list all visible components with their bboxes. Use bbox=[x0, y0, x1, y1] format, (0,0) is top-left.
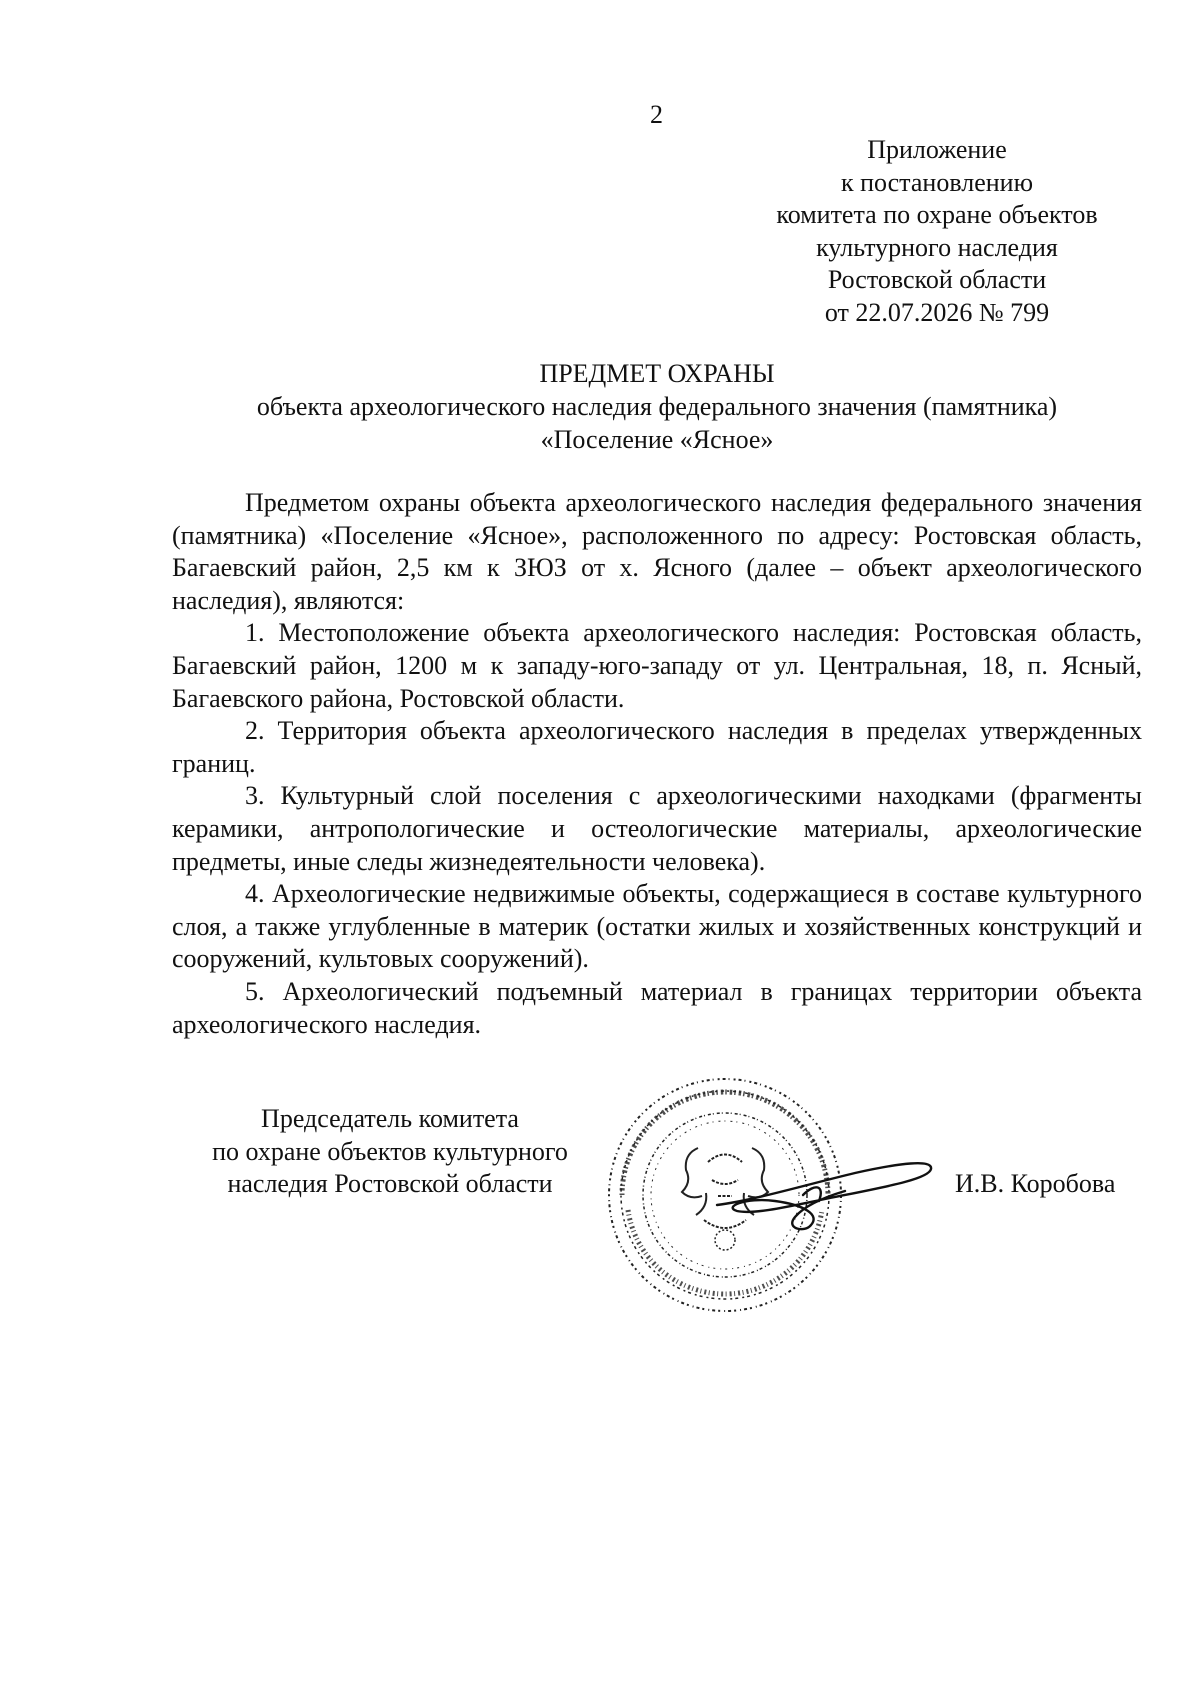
document-body bbox=[172, 487, 1142, 1041]
page-number: 2 bbox=[650, 100, 663, 129]
protection-item-3: 3. Культурный слой поселения с археологическими находками (фрагменты керамики, антропологические и остеологические материалы, археологические предметы, иные следы жизнедеятельности человека). bbox=[172, 781, 1142, 876]
protection-item-4: 4. Археологические недвижимые объекты, содержащиеся в составе культурного слоя, а также углубленные в материк (остатки жилых и хозяйственных конструкций и сооружений, культовых сооружений). bbox=[172, 879, 1142, 974]
appendix-date-line: от 22.07.2026 № 799 bbox=[824, 297, 1050, 327]
protection-item-2: 2. Территория объекта археологического наследия в пределах утвержденных границ. bbox=[172, 716, 1142, 778]
appendix-line: культурного наследия bbox=[816, 232, 1058, 262]
signatory-position bbox=[180, 1103, 600, 1201]
protection-item-5: 5. Археологический подъемный материал в границах территории объекта археологического наследия. bbox=[172, 976, 1142, 1039]
signatory-name: И.В. Коробова bbox=[955, 1169, 1116, 1198]
signatory-position-line: Председатель комитета bbox=[261, 1104, 519, 1133]
intro-paragraph: Предметом охраны объекта археологического наследия федерального значения (памятника) «Поселение «Ясное», расположенного по адресу: Ростовская область, Багаевский район, 2,5 км к ЗЮЗ от х. Ясного (далее – объект археологического наследия), являются: bbox=[172, 488, 1142, 615]
protection-item-1: 1. Местоположение объекта археологического наследия: Ростовская область, Багаевский район, 1200 м к западу-юго-западу от ул. Центральная, 18, п. Ясный, Багаевского района, Ростовской области. bbox=[172, 618, 1142, 713]
appendix-line: к постановлению bbox=[840, 167, 1034, 197]
appendix-line: Ростовской области bbox=[827, 265, 1047, 295]
appendix-line: комитета по охране объектов bbox=[776, 200, 1098, 230]
title-heading: ПРЕДМЕТ ОХРАНЫ bbox=[539, 359, 775, 388]
handwritten-signature bbox=[715, 1145, 940, 1240]
appendix-header bbox=[752, 134, 1122, 330]
signatory-position-line: наследия Ростовской области bbox=[227, 1169, 553, 1199]
title-subheading: объекта археологического наследия федерального значения (памятника) bbox=[256, 392, 1058, 421]
title-object-name: «Поселение «Ясное» bbox=[540, 425, 774, 454]
appendix-line: Приложение bbox=[867, 135, 1007, 164]
document-title bbox=[172, 357, 1142, 456]
signatory-position-line: по охране объектов культурного bbox=[212, 1136, 568, 1166]
